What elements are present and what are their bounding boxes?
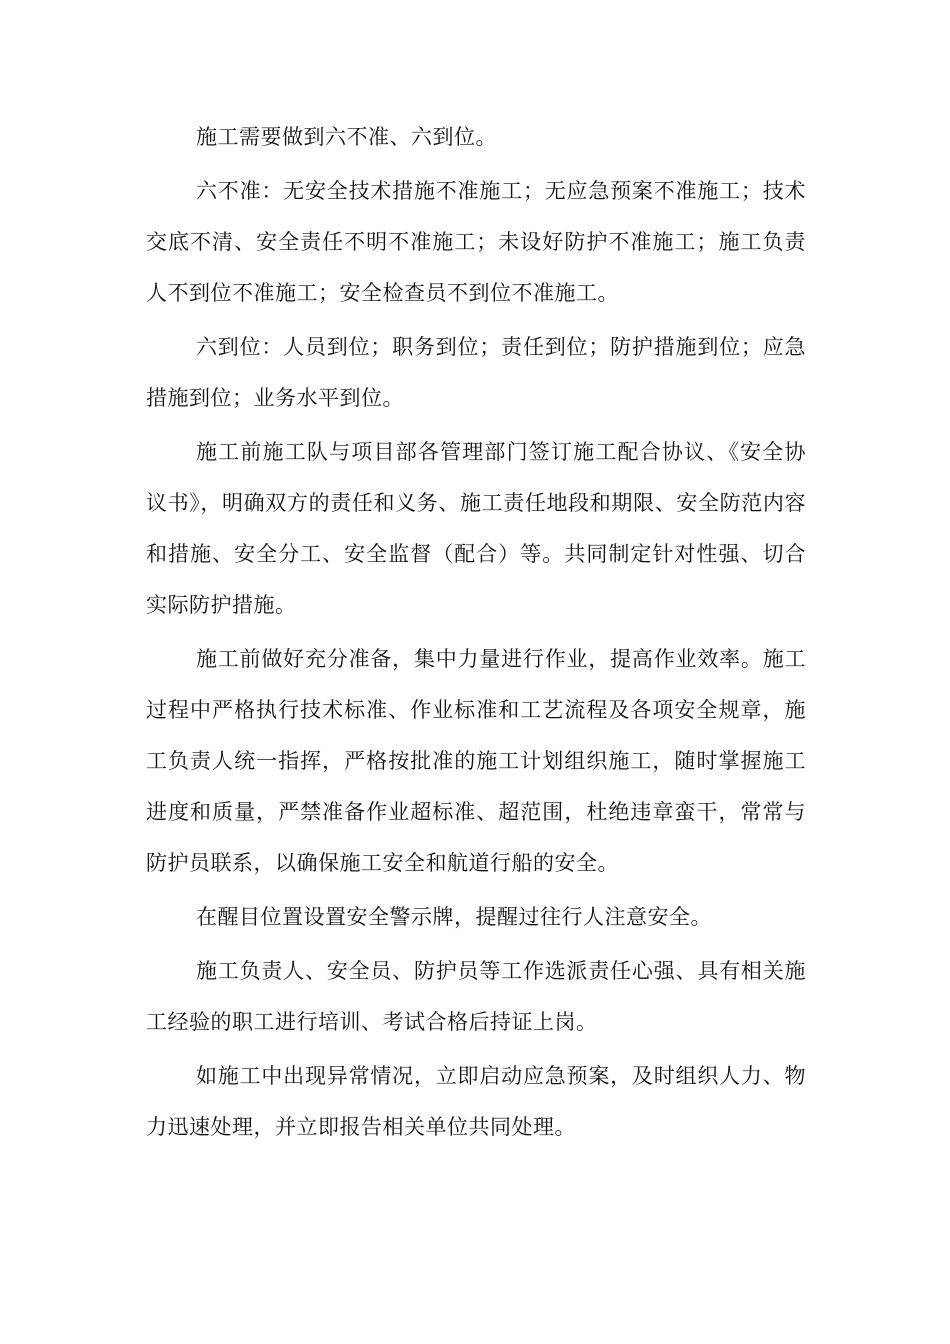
paragraph-7: 施工负责人、安全员、防护员等工作选派责任心强、具有相关施工经验的职工进行培训、考试合格后持证上岗。 <box>146 959 806 1034</box>
paragraph-1: 施工需要做到六不准、六到位。 <box>196 125 497 149</box>
paragraph-5: 施工前做好充分准备，集中力量进行作业，提高作业效率。施工过程中严格执行技术标准、作业标准和工艺流程及各项安全规章，施工负责人统一指挥，严格按批准的施工计划组织施工，随时掌握施工进度和质量，严禁准备作业超标准、超范围，杜绝违章蛮干，常常与防护员联系，以确保施工安全和航道行船的安全。 <box>146 647 806 875</box>
paragraph-3: 六到位：人员到位；职务到位；责任到位；防护措施到位；应急措施到位；业务水平到位。 <box>146 335 806 410</box>
paragraph-6: 在醒目位置设置安全警示牌，提醒过往行人注意安全。 <box>196 905 712 929</box>
paragraph-2: 六不准：无安全技术措施不准施工；无应急预案不准施工；技术交底不清、安全责任不明不准施工；未设好防护不准施工；施工负责人不到位不准施工；安全检查员不到位不准施工。 <box>146 179 806 305</box>
paragraph-8: 如施工中出现异常情况，立即启动应急预案，及时组织人力、物力迅速处理，并立即报告相关单位共同处理。 <box>146 1064 806 1139</box>
paragraph-4: 施工前施工队与项目部各管理部门签订施工配合协议、《安全协议书》，明确双方的责任和义务、施工责任地段和期限、安全防范内容和措施、安全分工、安全监督（配合）等。共同制定针对性强、切合实际防护措施。 <box>146 440 806 617</box>
document-body <box>146 112 806 1156</box>
